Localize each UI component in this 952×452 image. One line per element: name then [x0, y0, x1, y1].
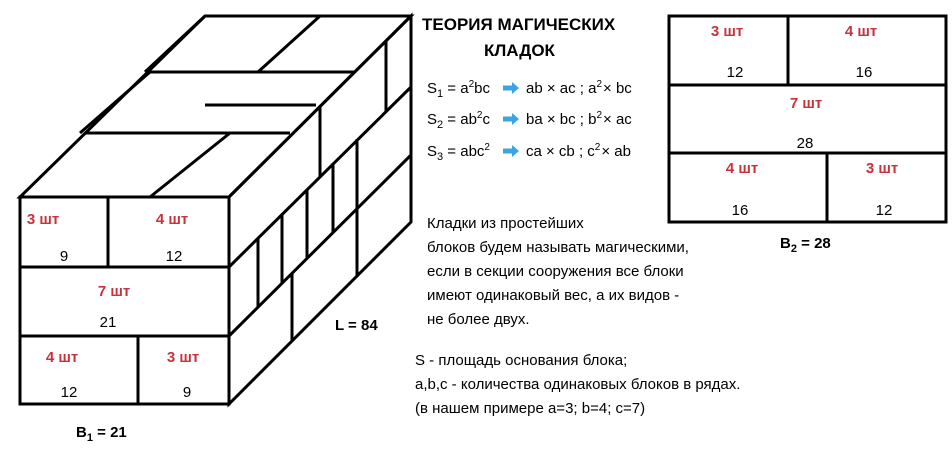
left-row3-cell1-count: 4 шт — [45, 349, 79, 366]
svg-text:ba × bc ; b2× ac: ba × bc ; $b^2\times$ ac — [526, 110, 632, 128]
block-front-face — [20, 197, 229, 404]
description-line: не более двух. — [427, 311, 530, 328]
b2-label: $B_2 = 28$ — [780, 235, 831, 255]
right-face-grid — [669, 16, 946, 222]
right-arrow-icon — [503, 145, 519, 157]
description-line: если в секции сооружения все блоки — [427, 263, 684, 280]
length-label: L = 84 — [335, 317, 378, 334]
left-row1-cell2-value: 12 — [165, 248, 183, 265]
description-line: имеют одинаковый вес, а их видов - — [427, 287, 680, 304]
right-row3-cell2-value: 12 — [875, 202, 893, 219]
b1-label: $B_1 = 21$ — [76, 424, 127, 444]
brick-block-3d — [20, 16, 411, 404]
left-row3-cell2-value: 9 — [182, 384, 192, 401]
right-row1-cell2-count: 4 шт — [844, 23, 878, 40]
legend-line: S - площадь основания блока; — [415, 352, 628, 369]
description-paragraph — [427, 215, 689, 328]
description-line: Кладки из простейших — [427, 215, 584, 232]
left-row3-cell1-value: 12 — [60, 384, 78, 401]
right-arrow-icon — [503, 113, 519, 125]
description-line: блоков будем называть магическими, — [427, 239, 689, 256]
right-row3-cell2-count: 3 шт — [865, 160, 899, 177]
formula-3 — [427, 142, 631, 163]
right-row1-cell1-value: 12 — [726, 64, 744, 81]
title-line-1: ТЕОРИЯ МАГИЧЕСКИХ — [422, 15, 616, 34]
legend-line: (в нашем примере a=3; b=4; c=7) — [415, 400, 646, 417]
svg-text:ab × ac ; a2× bc: ab × ac ; $a^2\times$ bc — [526, 79, 632, 97]
block-side-face — [229, 16, 411, 404]
legend-line: a,b,c - количества одинаковых блоков в рядах. — [415, 376, 741, 393]
left-row1-cell1-value: 9 — [59, 248, 69, 265]
right-row3-cell1-value: 16 — [731, 202, 749, 219]
svg-text:S1 = a2bc: $S_1 = a^2bc$ — [427, 79, 490, 100]
left-row1-cell2-count: 4 шт — [155, 211, 189, 228]
right-face-labels — [711, 23, 898, 219]
right-row2-value: 28 — [796, 135, 814, 152]
formula-1 — [427, 79, 632, 100]
right-row1-cell2-value: 16 — [855, 64, 873, 81]
right-arrow-icon — [503, 82, 519, 94]
right-row1-cell1-count: 3 шт — [710, 23, 744, 40]
right-row3-cell1-count: 4 шт — [725, 160, 759, 177]
svg-text:ca × cb ; c2× ab: ca × cb ; $c^2\times$ ab — [526, 142, 631, 160]
left-row3-cell2-count: 3 шт — [166, 349, 200, 366]
left-row2-value: 21 — [99, 314, 117, 331]
left-row1-cell1-count: 3 шт — [26, 211, 60, 228]
formula-2 — [427, 110, 632, 131]
right-row2-count: 7 шт — [789, 95, 823, 112]
legend-paragraph — [415, 352, 740, 417]
title-line-2: КЛАДОК — [484, 41, 555, 60]
left-row2-count: 7 шт — [97, 283, 131, 300]
left-face-labels — [27, 211, 199, 401]
svg-text:S3 = abc2: $S_3 = abc^2$ — [427, 142, 490, 163]
svg-text:S2 = ab2c: $S_2 = ab^2c$ — [427, 110, 490, 131]
